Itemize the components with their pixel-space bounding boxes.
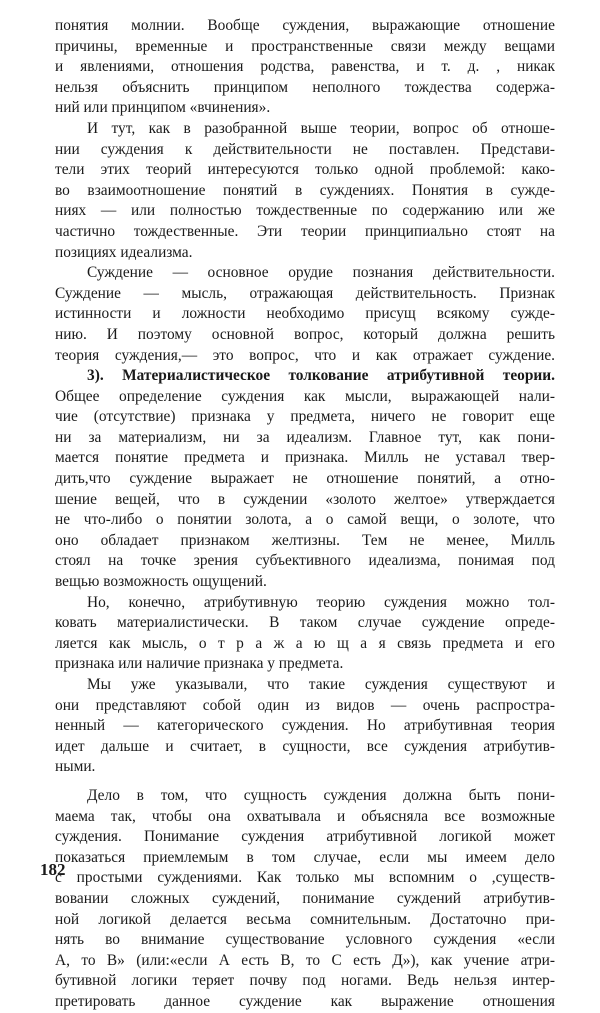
text-line: 3). Материалистическое толкование атрибутивной теории.	[87, 367, 555, 385]
text-line: и явлениями, отношения родства, равенства, и т. д. , никак	[55, 58, 555, 76]
text-line: вовании сложных суждений, понимание суждений атрибутив-	[55, 889, 555, 907]
text-line: ниях — или полностью тождественные по содержанию или же	[55, 202, 555, 220]
text-line: Но, конечно, атрибутивную теорию суждения можно тол-	[87, 593, 555, 611]
text-line: ковать материалистически. В таком случае суждение опреде-	[55, 614, 555, 632]
text-line: оно обладает признаком желтизны. Тем не менее, Милль	[55, 531, 555, 549]
text-line: А, то В» (или:«если А есть В, то С есть Д»), как учение атри-	[55, 951, 555, 969]
text-line: Суждение — основное орудие познания действительности.	[87, 264, 555, 282]
text-line: нять во внимание существование условного суждения «если	[55, 931, 555, 949]
text-line: бутивной логики теряет почву под ногами. Ведь нельзя интер-	[55, 972, 555, 990]
text-line: с простыми суждениями. Как только мы вспомним о ,существ-	[55, 869, 555, 887]
page-number: 182	[40, 860, 66, 879]
text-line: частично тождественные. Эти теории принципиально стоят на	[55, 222, 555, 240]
text-line: ни за материализм, ни за идеализм. Главное тут, как пони-	[55, 428, 555, 446]
text-line: суждения. Понимание суждения атрибутивной логикой может	[55, 828, 555, 846]
text-line: чие (отсутствие) признака у предмета, ничего не говорит еще	[55, 408, 555, 426]
text-line: позициях идеализма.	[55, 243, 193, 261]
text-line: во взаимоотношение понятий в суждениях. Понятия в сужде-	[55, 181, 555, 199]
text-line: мается понятие предмета и признака. Милль не уставал твер-	[55, 449, 555, 467]
text-line: они представляют собой один из видов — очень распростра-	[55, 696, 555, 714]
text-line: показаться приемлемым в том случае, если мы имеем дело	[55, 848, 555, 866]
paragraph-gap	[55, 778, 555, 786]
text-line: шение вещей, что в суждении «золото желтое» утверждается	[55, 490, 555, 508]
text-line: нию. И поэтому основной вопрос, который должна решить	[55, 325, 555, 343]
text-line: идет дальше и считает, в сущности, все суждения атрибутив-	[55, 737, 555, 755]
text-line: претировать данное суждение как выражение отношения	[55, 992, 555, 1010]
text-line: ненный — категорического суждения. Но атрибутивная теория	[55, 717, 555, 735]
text-line: истинности и ложности необходимо присущ всякому сужде-	[55, 305, 555, 323]
text-line: И тут, как в разобранной выше теории, вопрос об отноше-	[87, 119, 555, 137]
text-line: признака или наличие признака у предмета.	[55, 655, 344, 673]
text-line: нии суждения к действительности не поставлен. Представи-	[55, 140, 555, 158]
text-line: не что-либо о понятии золота, а о самой вещи, о золоте, что	[55, 511, 555, 529]
text-line: ными.	[55, 758, 96, 776]
text-body	[55, 16, 555, 1013]
text-line: Дело в том, что сущность суждения должна быть пони-	[87, 786, 555, 804]
text-line: стоял на точке зрения субъективного идеализма, понимая под	[55, 552, 555, 570]
text-line: Суждение — мысль, отражающая действительность. Признак	[55, 284, 555, 302]
text-line: ляется как мысль, о т р а ж а ю щ а я связь предмета и его	[55, 634, 555, 652]
text-line: дить,что суждение выражает не отношение понятий, а отно-	[55, 470, 555, 488]
text-line: маема так, чтобы она охватывала и объясняла все возможные	[55, 807, 555, 825]
text-line: Мы уже указывали, что такие суждения существуют и	[87, 676, 555, 693]
text-line: Общее определение суждения как мысли, выражающей нали-	[55, 387, 555, 405]
text-line: ний или принципом «вчинения».	[55, 99, 271, 117]
text-line: вещью возможность ощущений.	[55, 573, 267, 591]
text-line: причины, временные и пространственные связи между вещами	[55, 37, 555, 55]
text-line: понятия молнии. Вообще суждения, выражающие отношение	[55, 17, 555, 34]
text-line: ной логикой делается весьма сомнительным. Достаточно при-	[55, 910, 555, 928]
text-line: теория суждения,— это вопрос, что и как отражает суждение.	[55, 346, 555, 364]
text-line: тели этих теорий интересуются только одной проблемой: како-	[55, 161, 555, 179]
text-line: нельзя объяснить принципом неполного тождества содержа-	[55, 78, 555, 96]
